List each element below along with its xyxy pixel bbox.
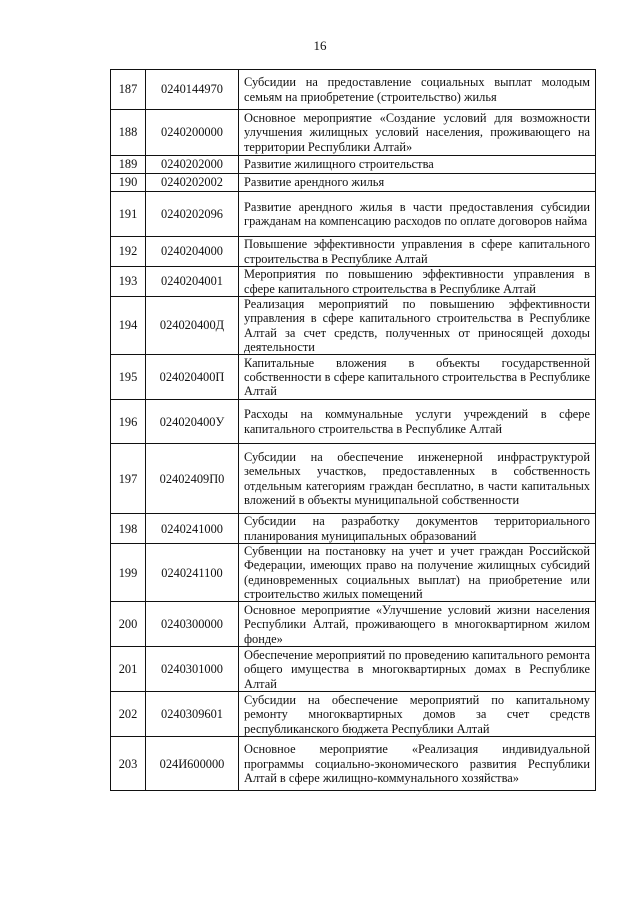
row-code: 0240301000 [146,647,239,692]
row-name: Основное мероприятие «Реализация индивидуальной программы социально-экономического развития Республики Алтай в сфере жилищно-коммунального хозяйства» [239,737,596,791]
row-number: 202 [111,692,146,737]
table-row [111,110,596,156]
table-row [111,297,596,355]
row-name: Субсидии на обеспечение мероприятий по капитальному ремонту многоквартирных домов за счет средств республиканского бюджета Республики Алтай [239,692,596,737]
row-name: Мероприятия по повышению эффективности управления в сфере капитального строительства в Республике Алтай [239,267,596,297]
row-code: 0240202096 [146,192,239,237]
table-row [111,692,596,737]
row-code: 024020400У [146,400,239,444]
row-number: 197 [111,444,146,514]
row-name: Субсидии на обеспечение инженерной инфраструктурой земельных участков, предоставленных в собственность отдельным категориям граждан бесплатно, в части капитальных вложений в объекты муниципальной собственности [239,444,596,514]
table-row [111,237,596,267]
page-number: 16 [313,38,327,53]
table-row [111,400,596,444]
row-number: 194 [111,297,146,355]
table-row [111,647,596,692]
row-code: 0240204001 [146,267,239,297]
row-name: Субсидии на предоставление социальных выплат молодым семьям на приобретение (строительство) жилья [239,70,596,110]
table-row [111,602,596,647]
row-code: 0240300000 [146,602,239,647]
row-name: Основное мероприятие «Создание условий для возможности улучшения жилищных условий населения, проживающего на территории Республики Алтай» [239,110,596,156]
table-body [111,70,596,791]
table-row [111,355,596,400]
row-code: 0240144970 [146,70,239,110]
table-row [111,267,596,297]
row-number: 189 [111,156,146,174]
row-name: Субсидии на разработку документов территориального планирования муниципальных образований [239,514,596,544]
row-number: 203 [111,737,146,791]
table-row [111,737,596,791]
row-name: Капитальные вложения в объекты государственной собственности в сфере капитального строительства в Республике Алтай [239,355,596,400]
row-number: 201 [111,647,146,692]
row-number: 187 [111,70,146,110]
row-number: 190 [111,174,146,192]
row-code: 0240241000 [146,514,239,544]
table-row [111,514,596,544]
row-number: 200 [111,602,146,647]
row-number: 196 [111,400,146,444]
row-number: 191 [111,192,146,237]
row-code: 024020400Д [146,297,239,355]
row-code: 0240202002 [146,174,239,192]
budget-classification-table [110,69,596,791]
row-code: 02402409П0 [146,444,239,514]
row-code: 0240200000 [146,110,239,156]
table-row [111,70,596,110]
row-name: Развитие арендного жилья [239,174,596,192]
table-row [111,192,596,237]
row-name: Обеспечение мероприятий по проведению капитального ремонта общего имущества в многоквартирных домах в Республике Алтай [239,647,596,692]
row-name: Реализация мероприятий по повышению эффективности управления в сфере капитального строительства в Республике Алтай за счет средств, полученных от приносящей доходы деятельности [239,297,596,355]
row-code: 0240202000 [146,156,239,174]
row-number: 192 [111,237,146,267]
row-number: 193 [111,267,146,297]
row-code: 0240309601 [146,692,239,737]
table-row [111,544,596,602]
row-number: 199 [111,544,146,602]
row-name: Развитие арендного жилья в части предоставления субсидии гражданам на компенсацию расходов по оплате договоров найма [239,192,596,237]
row-name: Субвенции на постановку на учет и учет граждан Российской Федерации, имеющих право на получение жилищных субсидий (единовременных социальных выплат) на приобретение или строительство жилых помещений [239,544,596,602]
row-code: 0240241100 [146,544,239,602]
row-name: Основное мероприятие «Улучшение условий жизни населения Республики Алтай, проживающего в многоквартирном жилом фонде» [239,602,596,647]
row-code: 024И600000 [146,737,239,791]
row-code: 0240204000 [146,237,239,267]
row-name: Повышение эффективности управления в сфере капитального строительства в Республике Алтай [239,237,596,267]
row-number: 195 [111,355,146,400]
table-row [111,174,596,192]
row-number: 188 [111,110,146,156]
table-row [111,444,596,514]
row-code: 024020400П [146,355,239,400]
row-number: 198 [111,514,146,544]
row-name: Расходы на коммунальные услуги учреждений в сфере капитального строительства в Республике Алтай [239,400,596,444]
table-row [111,156,596,174]
row-name: Развитие жилищного строительства [239,156,596,174]
